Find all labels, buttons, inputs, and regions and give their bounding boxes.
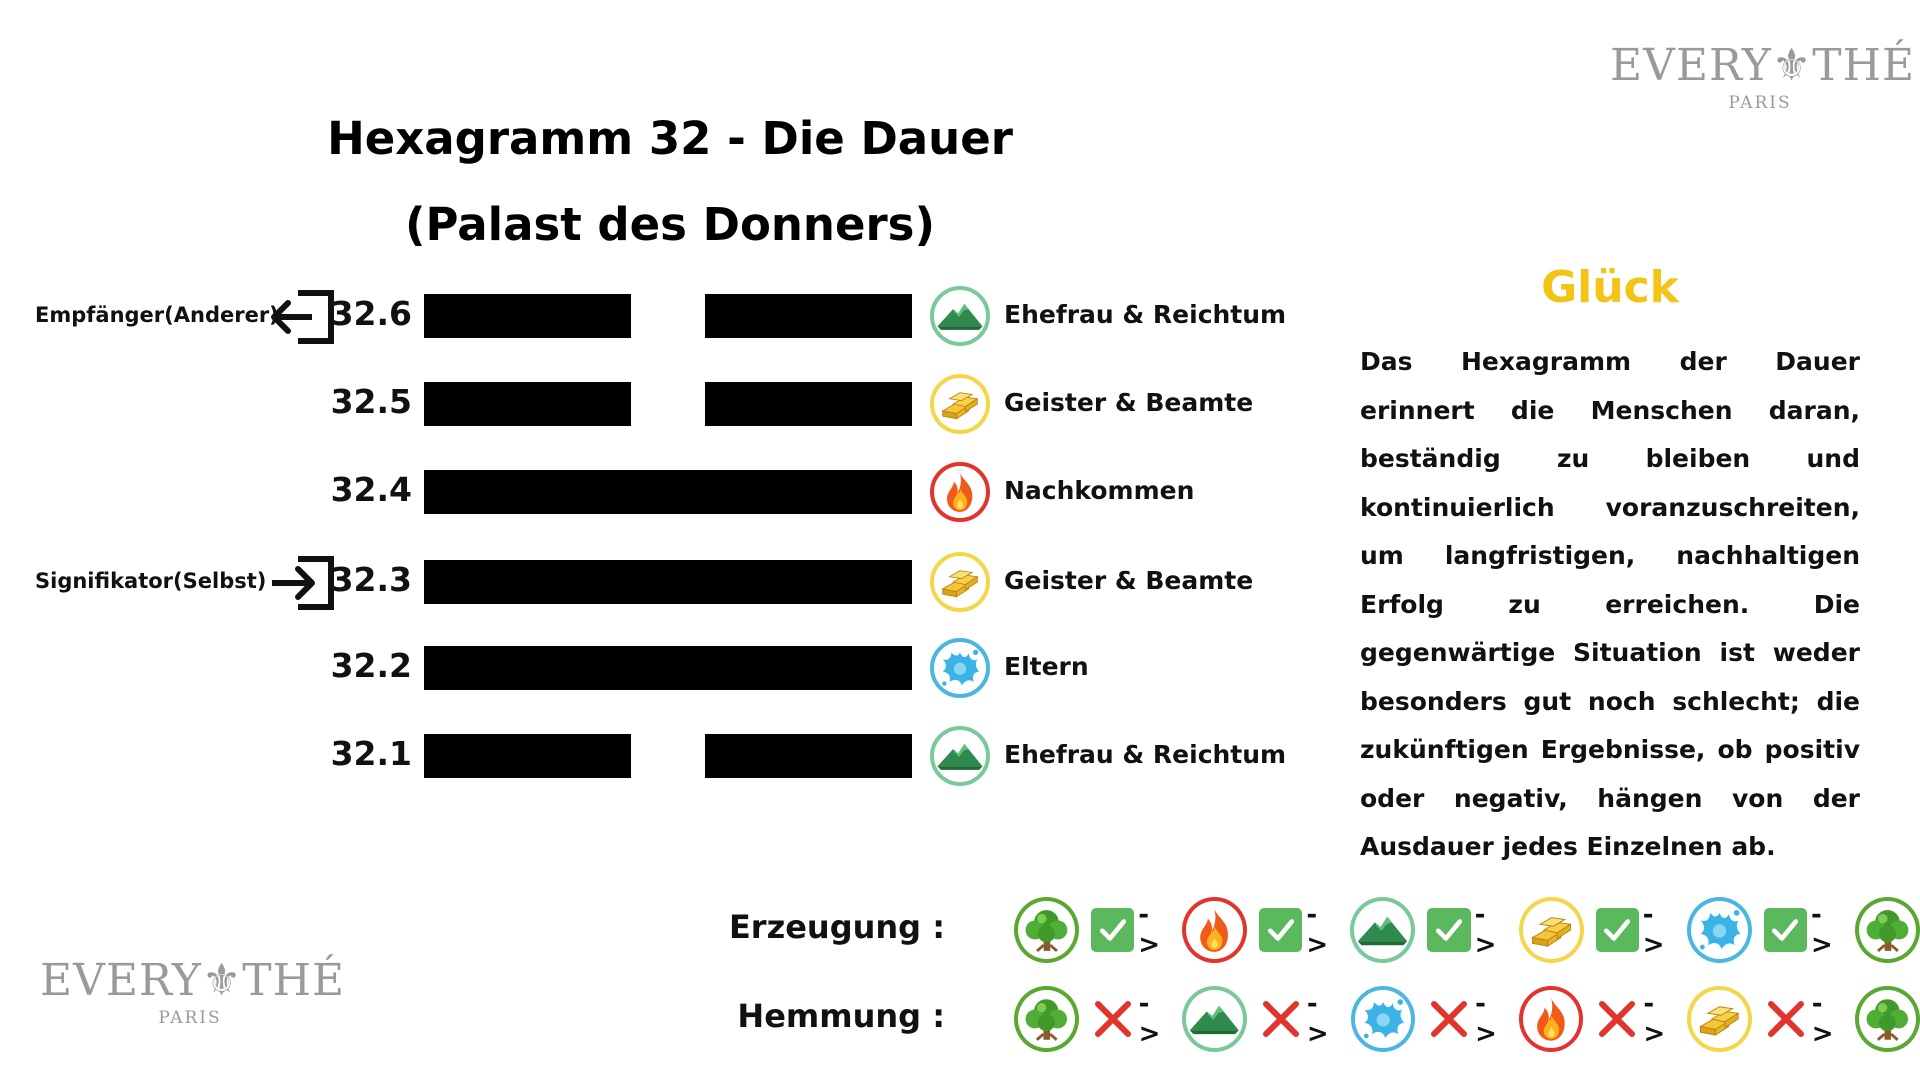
water-splash-icon bbox=[930, 638, 990, 698]
brand-logo-top: EVERY⚜THÉ PARIS bbox=[1610, 40, 1916, 113]
arrow-connector: -> bbox=[1642, 900, 1666, 960]
check-icon bbox=[1764, 908, 1807, 952]
luck-title: Glück bbox=[1541, 262, 1679, 313]
line-number: 32.3 bbox=[330, 560, 412, 599]
fire-icon bbox=[1182, 897, 1247, 963]
arrow-connector: -> bbox=[1138, 900, 1162, 960]
arrow-connector: -> bbox=[1811, 989, 1835, 1049]
tree-icon bbox=[1855, 986, 1920, 1052]
relation-label: Ehefrau & Reichtum bbox=[1004, 740, 1287, 769]
inhibition-cycle bbox=[1014, 986, 1920, 1052]
gold-bars-icon bbox=[930, 374, 990, 434]
generation-label: Erzeugung : bbox=[728, 908, 945, 946]
relation-label: Nachkommen bbox=[1004, 476, 1195, 505]
arrow-connector: -> bbox=[1306, 900, 1330, 960]
yin-line-segment bbox=[705, 294, 912, 338]
cross-icon bbox=[1427, 997, 1471, 1041]
brand-logo-bottom: EVERY⚜THÉ PARIS bbox=[40, 955, 346, 1028]
yang-line bbox=[424, 560, 912, 604]
yin-line-segment bbox=[424, 294, 631, 338]
line-number: 32.2 bbox=[330, 646, 412, 685]
cross-icon bbox=[1259, 997, 1303, 1041]
check-icon bbox=[1427, 908, 1470, 952]
yin-line-segment bbox=[424, 382, 631, 426]
tree-icon bbox=[1855, 897, 1920, 963]
tree-icon bbox=[1014, 986, 1079, 1052]
gold-bars-icon bbox=[930, 552, 990, 612]
yang-line bbox=[424, 470, 912, 514]
check-icon bbox=[1259, 908, 1302, 952]
yin-line-segment bbox=[705, 734, 912, 778]
recipient-label: Empfänger(Anderer) bbox=[35, 303, 279, 327]
luck-text: Das Hexagramm der Dauer erinnert die Menschen daran, beständig zu bleiben und kontinuierlich voranzuschreiten, um langfristigen, nachhaltigen Erfolg zu erreichen. Die gegenwärtige Situation ist weder besonders gut noch schlecht; die zukünftigen Ergebnisse, ob positiv oder negativ, hängen von der Ausdauer jedes Einzelnen ab. bbox=[1360, 347, 1860, 861]
cross-icon bbox=[1091, 997, 1135, 1041]
exit-arrow-icon bbox=[268, 287, 338, 347]
water-splash-icon bbox=[1351, 986, 1416, 1052]
relation-label: Eltern bbox=[1004, 652, 1089, 681]
mountain-icon bbox=[1182, 986, 1247, 1052]
yin-line-segment bbox=[424, 734, 631, 778]
line-number: 32.6 bbox=[330, 294, 412, 333]
tree-icon bbox=[1014, 897, 1079, 963]
yang-line bbox=[424, 646, 912, 690]
significator-label: Signifikator(Selbst) bbox=[35, 569, 267, 593]
fire-icon bbox=[1519, 986, 1584, 1052]
mountain-icon bbox=[1350, 897, 1415, 963]
relation-label: Geister & Beamte bbox=[1004, 388, 1254, 417]
arrow-connector: -> bbox=[1306, 989, 1330, 1049]
water-splash-icon bbox=[1687, 897, 1752, 963]
gold-bars-icon bbox=[1519, 897, 1584, 963]
arrow-connector: -> bbox=[1474, 900, 1498, 960]
relation-label: Ehefrau & Reichtum bbox=[1004, 300, 1287, 329]
gold-bars-icon bbox=[1687, 986, 1752, 1052]
arrow-connector: -> bbox=[1475, 989, 1498, 1049]
inhibition-label: Hemmung : bbox=[737, 997, 945, 1035]
cross-icon bbox=[1595, 997, 1639, 1041]
enter-arrow-icon bbox=[268, 553, 338, 613]
line-number: 32.4 bbox=[330, 470, 412, 509]
mountain-icon bbox=[930, 286, 990, 346]
relation-label: Geister & Beamte bbox=[1004, 566, 1254, 595]
check-icon bbox=[1091, 908, 1134, 952]
line-number: 32.5 bbox=[330, 382, 412, 421]
cross-icon bbox=[1764, 997, 1808, 1041]
mountain-icon bbox=[930, 726, 990, 786]
line-number: 32.1 bbox=[330, 734, 412, 773]
page-subtitle: (Palast des Donners) bbox=[404, 198, 936, 251]
page-title: Hexagramm 32 - Die Dauer bbox=[327, 112, 1013, 165]
check-icon bbox=[1596, 908, 1639, 952]
fire-icon bbox=[930, 462, 990, 522]
arrow-connector: -> bbox=[1810, 900, 1834, 960]
arrow-connector: -> bbox=[1138, 989, 1162, 1049]
yin-line-segment bbox=[705, 382, 912, 426]
arrow-connector: -> bbox=[1643, 989, 1667, 1049]
generation-cycle bbox=[1014, 897, 1920, 963]
